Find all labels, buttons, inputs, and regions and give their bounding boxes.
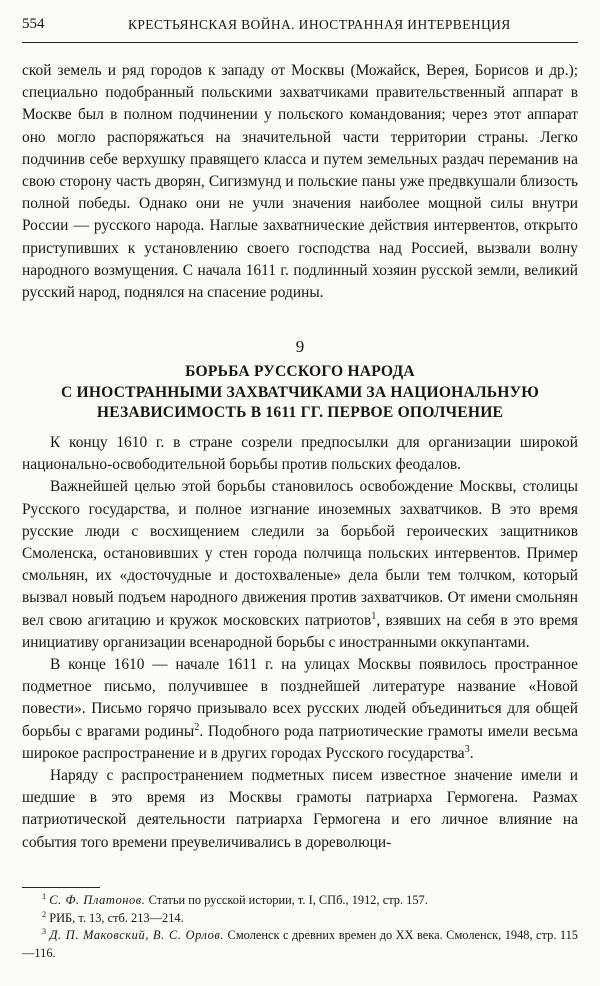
- footnote-1-text: Статьи по русской истории, т. I, СПб., 1912, стр. 157.: [145, 893, 428, 907]
- footnote-divider: [22, 887, 100, 888]
- section-heading-line-3: НЕЗАВИСИМОСТЬ В 1611 ГГ. ПЕРВОЕ ОПОЛЧЕНИЕ: [96, 404, 504, 421]
- footnote-2: [22, 910, 578, 928]
- section-heading-line-1: БОРЬБА РУССКОГО НАРОДА: [185, 363, 415, 380]
- intro-text-block: [22, 60, 578, 304]
- footnote-3-author: Д. П. Маковский, В. С. Орлов.: [49, 928, 225, 943]
- footnote-3: [22, 927, 578, 962]
- section-text-block: [22, 432, 578, 854]
- paragraph-2-tail: , взявших на себя в это время инициативу организации всенародной борьбы с иностранными оккупантами.: [22, 611, 578, 651]
- footnote-1-author: С. Ф. Платонов.: [49, 893, 146, 907]
- paragraph-3-tail: .: [469, 744, 474, 762]
- page-number: 554: [22, 16, 45, 32]
- paragraph-4: Наряду с распространением подметных писем известное значение имели и шедшие в это время из Москвы грамоты патриарха Гермогена. Размах патриотической деятельности патриарха Гермогена и его личное влияние на события того времени преувеличивались в дореволюци-: [22, 767, 578, 851]
- footnote-ref-1[interactable]: 1: [371, 610, 377, 622]
- footnote-ref-3[interactable]: 3: [464, 743, 470, 755]
- paragraph-2-main: Важнейшей целью этой борьбы становилось освобождение Москвы, столицы Русского государства, и полное изгнание иноземных захватчиков. В это время русские люди с восхищением следили за борьбой героических защитников Смоленска, остановивших у стен города полчища польских интервентов. Пример смольнян, их «досточудные и достохваленые» дела были тем толчком, который вызвал новый подъем народного движения против захватчиков. От имени смольнян вел свою агитацию и кружок московских патриотов: [22, 478, 578, 629]
- paragraph-1: К концу 1610 г. в стране созрели предпосылки для организации широкой национально-освободительной борьбы против польских феодалов.: [22, 434, 578, 474]
- footnote-3-text: Смоленск с древних времен до XX века. Смоленск, 1948, стр. 115—116.: [22, 928, 578, 960]
- footnote-1-mark: 1: [42, 891, 47, 901]
- paragraph-3-middle: . Подобного рода патриотические грамоты имели весьма широкое распространение и в других городах Русского государства: [22, 722, 578, 762]
- footnote-2-text: РИБ, т. 13, стб. 213—214.: [46, 910, 184, 925]
- footnotes: [22, 892, 578, 962]
- footnote-1: [22, 892, 578, 910]
- paragraph-3: [22, 654, 578, 765]
- paragraph-2: [22, 476, 578, 654]
- section-heading: [22, 362, 578, 424]
- running-header: [22, 12, 578, 43]
- footnote-ref-2[interactable]: 2: [194, 721, 200, 733]
- paragraph-3-main: В конце 1610 — начале 1611 г. на улицах Москвы появилось пространное подметное письмо, получившее в позднейшей литературе название «Новой повести». Письмо горячо призывало всех русских людей объединиться для общей борьбы с врагами родины: [22, 656, 578, 740]
- intro-paragraph: ской земель и ряд городов к западу от Москвы (Можайск, Верея, Борисов и др.); специально подобранный польскими захватчиками правительственный аппарат в Москве был в полном подчинении у польского командования; через этот аппарат оно могло распоряжаться на значительной части территории страны. Легко подчинив себе верхушку правящего класса и путем земельных раздач переманив на свою сторону часть дворян, Сигизмунд и польские паны уже предвкушали близость полной победы. Однако они не учли значения наиболее мощной силы внутри России — русского народа. Наглые захватнические действия интервентов, открыто приступивших к установлению своего господства над Россией, вызвали волну народного возмущения. С начала 1611 г. подлинный хозяин русской земли, великий русский народ, поднялся на спасение родины.: [22, 62, 578, 302]
- section-number: 9: [295, 337, 305, 356]
- footnote-2-mark: 2: [42, 909, 47, 919]
- footnote-3-mark: 3: [42, 927, 47, 937]
- section-heading-line-2: С ИНОСТРАННЫМИ ЗАХВАТЧИКАМИ ЗА НАЦИОНАЛЬНУЮ: [60, 383, 540, 401]
- running-title: КРЕСТЬЯНСКАЯ ВОЙНА. ИНОСТРАННАЯ ИНТЕРВЕНЦИЯ: [128, 17, 511, 32]
